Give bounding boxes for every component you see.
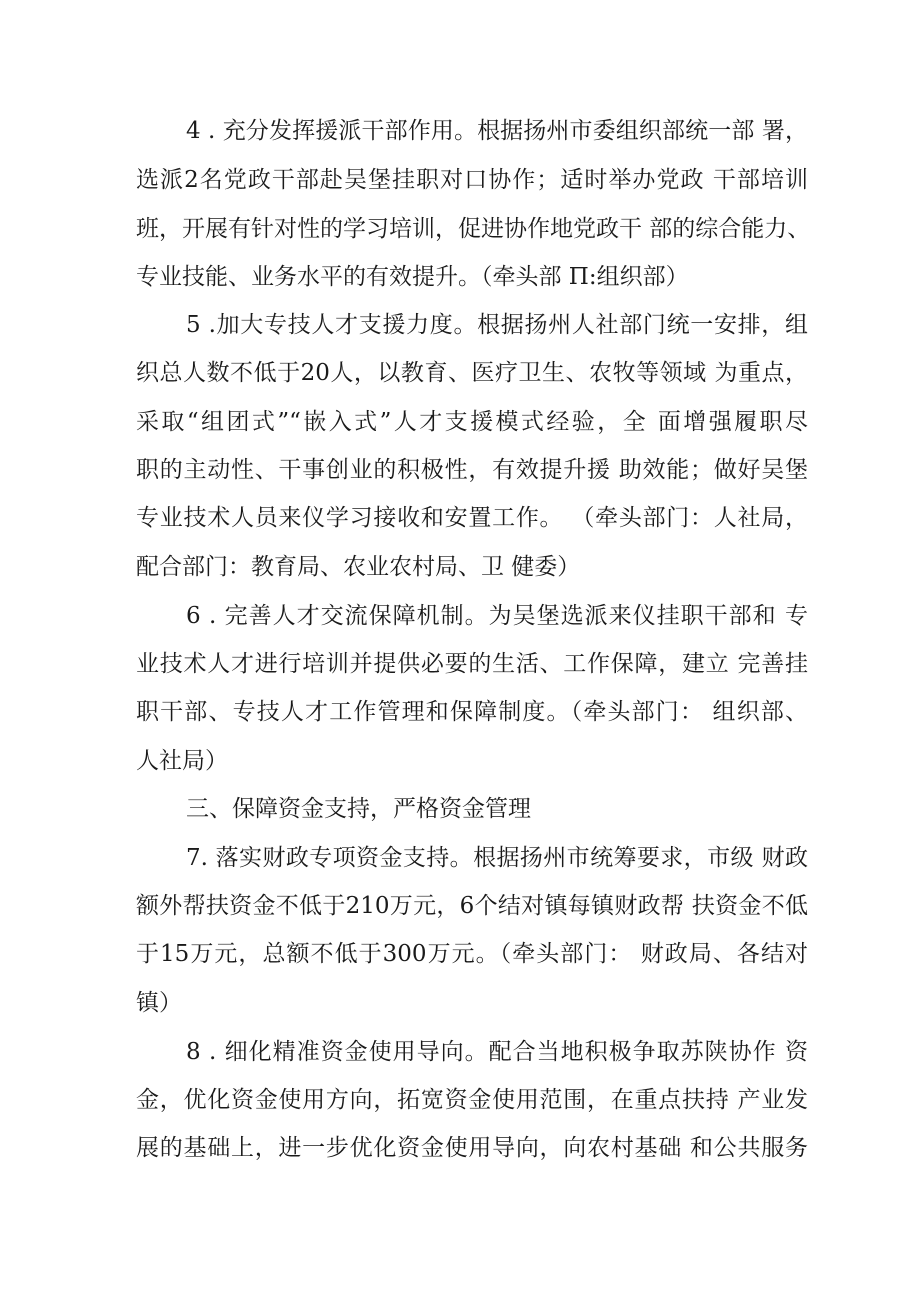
paragraph-4-line-4: 专业技能、业务水平的有效提升。（牵头部 Π:组织部） [136,264,689,290]
paragraph-7-line-3: 于15万元，总额不低于300万元。（牵头部门： 财政局、各结对 [136,941,808,967]
paragraph-5-line-2: 织总人数不低于20人，以教育、医疗卫生、农牧等领域 为重点， [136,360,808,386]
paragraph-8-line-1: 8 . 细化精准资金使用导向。配合当地积极争取苏陕协作 资 [186,1039,808,1065]
paragraph-7-line-2: 额外帮扶资金不低于210万元，6个结对镇每镇财政帮 扶资金不低 [136,893,808,919]
paragraph-5-line-4: 职的主动性、干事创业的积极性，有效提升援 助效能；做好吴堡 [136,457,808,483]
paragraph-7-line-4: 镇） [136,990,182,1016]
paragraph-5-line-5: 专业技术人员来仪学习接收和安置工作。 （牵头部门：人社局， [136,505,808,531]
paragraph-4-line-2: 选派2名党政干部赴吴堡挂职对口协作；适时举办党政 干部培训 [136,167,808,193]
paragraph-5-line-3: 采取“组团式”“嵌入式”人才支援模式经验，全 面增强履职尽 [136,409,808,435]
paragraph-5-line-6: 配合部门：教育局、农业农村局、卫 健委） [136,554,581,580]
paragraph-7-line-1: 7. 落实财政专项资金支持。根据扬州市统筹要求，市级 财政 [186,845,808,871]
paragraph-4-line-1: 4 . 充分发挥援派干部作用。根据扬州市委组织部统一部 署， [186,118,808,144]
paragraph-6-line-3: 职干部、专技人才工作管理和保障制度。（牵头部门： 组织部、 [136,699,808,725]
paragraph-4-line-3: 班，开展有针对性的学习培训，促进协作地党政干 部的综合能力、 [136,216,811,242]
section-heading: 三、保障资金支持，严格资金管理 [186,796,531,822]
paragraph-8-line-2: 金，优化资金使用方向，拓宽资金使用范围，在重点扶持 产业发 [136,1087,808,1113]
paragraph-5-line-1: 5 .加大专技人才支援力度。根据扬州人社部门统一安排，组 [186,312,808,338]
paragraph-6-line-2: 业技术人才进行培训并提供必要的生活、工作保障，建立 完善挂 [136,651,808,677]
paragraph-6-line-4: 人社局） [136,748,228,774]
paragraph-8-line-3: 展的基础上，进一步优化资金使用导向，向农村基础 和公共服务 [136,1135,808,1161]
paragraph-6-line-1: 6 . 完善人才交流保障机制。为吴堡选派来仪挂职干部和 专 [186,603,808,629]
